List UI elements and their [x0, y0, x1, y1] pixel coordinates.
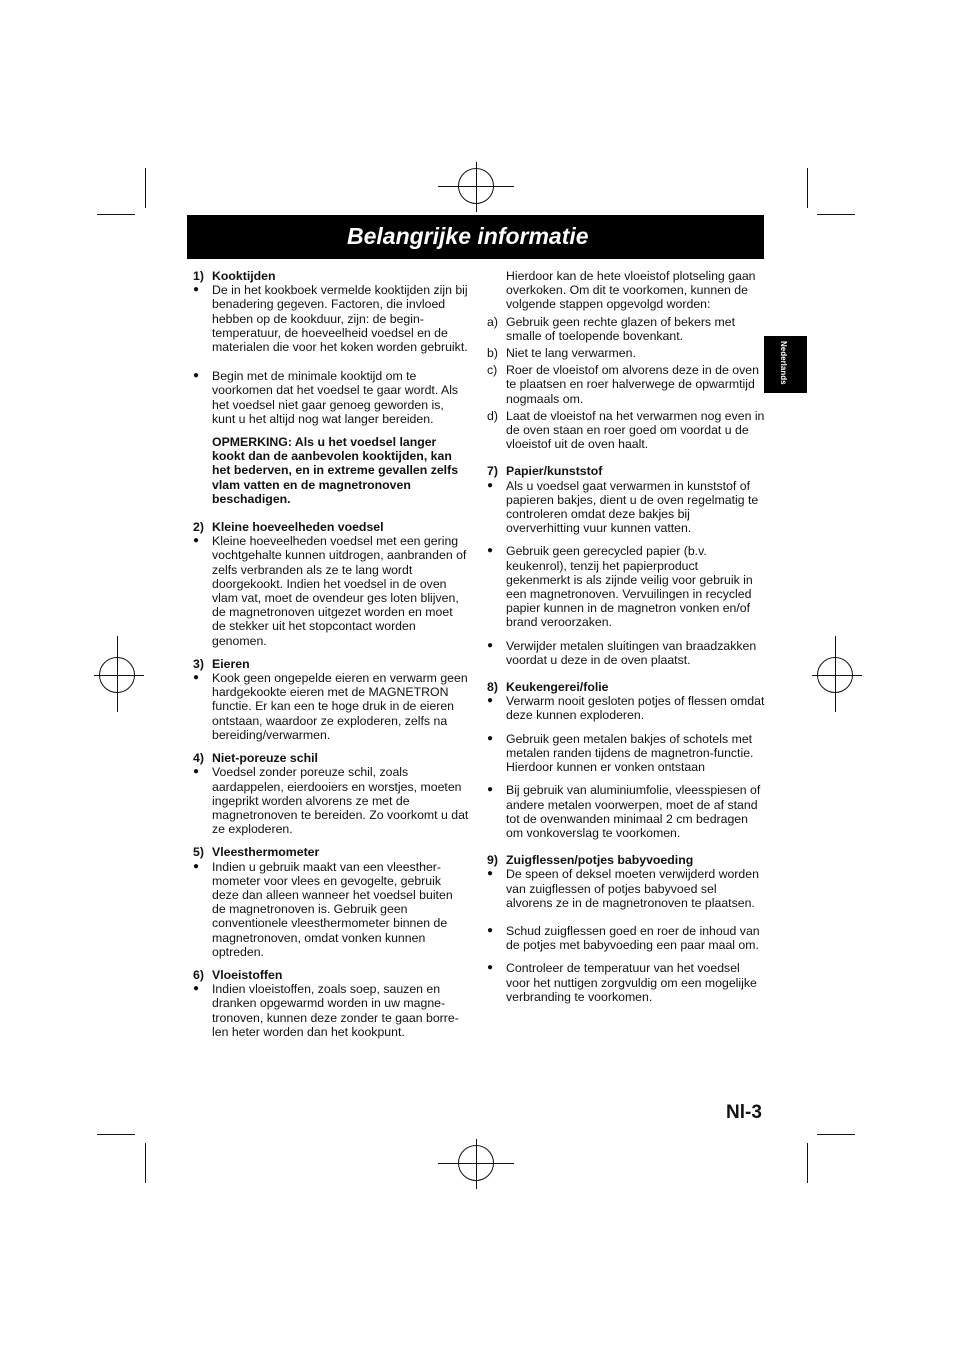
bullet-icon: ●	[487, 639, 494, 651]
warning-note: OPMERKING: Als u het voedsel langer kookt dan de aanbevolen kooktijden, kan het bederven, en in extreme gevallen zelfs vlam vatten en de magnetronoven beschadigen.	[212, 435, 459, 506]
section-number: 2)	[193, 520, 204, 535]
section-eieren	[193, 657, 469, 742]
section-number: 1)	[193, 269, 204, 283]
bullet-icon: ●	[487, 962, 494, 974]
bullet-icon: ●	[193, 370, 200, 382]
crop-mark	[812, 675, 862, 676]
step-item: a) Gebruik geen rechte glazen of bekers met smalle of toelopende bovenkant.	[487, 314, 735, 343]
bullet-icon: ●	[193, 535, 200, 547]
crop-mark	[145, 168, 146, 208]
list-item: ● Als u voedsel gaat verwarmen in kunststof of papieren bakjes, dient u de oven regelmatig te controleren omdat deze bakjes bij oververhitting vuur kunnen vatten.	[487, 478, 759, 536]
list-item: ● Begin met de minimale kooktijd om te voorkomen dat het voedsel te gaar wordt. Als het voedsel niet gaar genoeg geworden is, kunt u het altijd nog wat langer bereiden.	[193, 369, 459, 426]
step-label: a)	[487, 314, 498, 329]
continuation-text: Hierdoor kan de hete vloeistof plotseling gaan overkoken. Om dit te voorkomen, kunnen de volgende stappen opgevolgd worden:	[506, 269, 756, 312]
bullet-icon: ●	[487, 924, 494, 936]
crop-mark	[97, 1134, 135, 1135]
section-number: 5)	[193, 845, 204, 860]
bullet-icon: ●	[487, 545, 494, 557]
list-item: ● Verwijder metalen sluitingen van braadzakken voordat u deze in de oven plaatst.	[487, 638, 757, 667]
bullet-icon: ●	[487, 732, 494, 744]
crop-mark	[476, 1139, 477, 1189]
section-papier-kunststof	[487, 464, 765, 667]
list-item: ● Bij gebruik van aluminiumfolie, vleesspiesen of andere metalen voorwerpen, moet de af stand tot de ovenwanden minimaal 2 cm bedragen om vonkoverslag te voorkomen.	[487, 783, 761, 840]
section-heading: Niet-poreuze schil	[212, 751, 318, 766]
section-heading: Papier/kunststof	[506, 464, 603, 479]
crop-mark	[97, 214, 135, 215]
language-tab	[764, 336, 807, 393]
section-number: 8)	[487, 680, 498, 695]
bullet-icon: ●	[193, 766, 200, 778]
page-title: Belangrijke informatie	[347, 223, 589, 249]
list-item: ● De speen of deksel moeten verwijderd worden van zuigflessen of potjes babyvoed sel alvorens ze in de magnetronoven te plaatsen.	[487, 867, 759, 910]
section-number: 6)	[193, 967, 204, 982]
bullet-icon: ●	[487, 868, 494, 880]
section-zuigflessen	[487, 853, 765, 1004]
section-number: 9)	[487, 853, 498, 868]
section-kooktijden	[193, 269, 469, 506]
crop-mark	[817, 1134, 855, 1135]
step-label: c)	[487, 363, 498, 378]
section-vloeistoffen	[193, 968, 469, 1039]
step-label: b)	[487, 346, 498, 361]
section-vleesthermometer	[193, 845, 469, 959]
list-item: ● Verwarm nooit gesloten potjes of flessen omdat deze kunnen exploderen.	[487, 694, 765, 723]
step-item: b) Niet te lang verwarmen.	[487, 346, 636, 361]
section-niet-poreuze-schil	[193, 751, 469, 836]
list-item: ● Kook geen ongepelde eieren en verwarm geen hardgekookte eieren met de MAGNETRON functie. Er kan een te hoge druk in de eieren ontstaan, waardoor ze exploderen, zelfs na bereiding/verwarmen.	[193, 671, 468, 742]
section-kleine-hoeveelheden	[193, 520, 469, 648]
bullet-icon: ●	[193, 284, 200, 296]
bullet-icon: ●	[193, 860, 200, 872]
list-item: ● Voedsel zonder poreuze schil, zoals aardappelen, eierdooiers en worstjes, moeten ingeprikt worden alvorens ze met de magnetronoven te bereiden. Zo voorkomt u dat ze exploderen.	[193, 765, 469, 837]
crop-mark	[807, 168, 808, 208]
section-keukengerei-folie	[487, 680, 765, 840]
crop-mark	[94, 675, 144, 676]
section-heading: Eieren	[212, 656, 250, 671]
section-heading: Zuigflessen/potjes babyvoeding	[506, 853, 694, 868]
list-item: ● De in het kookboek vermelde kooktijden zijn bij benadering gegeven. Factoren, die invloed hebben op de kookduur, zijn: de begin-temperatuur, de hoeveelheid voedsel en de materialen die voor het koken worden gebruikt.	[193, 283, 468, 355]
step-item: d) Laat de vloeistof na het verwarmen nog even in de oven staan en roer goed om voordat u de vloeistof uit de oven haalt.	[487, 408, 765, 452]
bullet-icon: ●	[193, 983, 200, 995]
section-heading: Kleine hoeveelheden voedsel	[212, 520, 384, 535]
bullet-icon: ●	[193, 672, 200, 684]
step-item: c) Roer de vloeistof om alvorens deze in de oven te plaatsen en roer halverwege de opwarmtijd nogmaals om.	[487, 363, 759, 406]
list-item: ● Gebruik geen metalen bakjes of schotels met metalen randen tijdens de magnetron-functie. Hierdoor kunnen er vonken ontstaan	[487, 731, 754, 775]
list-item: ● Indien u gebruik maakt van een vleesther-mometer voor vlees en gevogelte, gebruik deze dan alleen wanneer het voedsel buiten de magnetronoven is. Gebruik geen conventionele vleesthermometer binnen de magnetronoven, omdat vonken kunnen optreden.	[193, 859, 453, 959]
right-column	[487, 269, 765, 1004]
crop-mark	[807, 1143, 808, 1183]
left-column	[193, 269, 469, 1039]
section-heading: Vleesthermometer	[212, 845, 320, 860]
bullet-icon: ●	[487, 695, 494, 707]
page-number: Nl-3	[726, 1102, 762, 1123]
crop-mark	[835, 636, 836, 712]
bullet-icon: ●	[487, 479, 494, 491]
step-label: d)	[487, 408, 498, 423]
crop-mark	[117, 636, 118, 712]
list-item: ● Kleine hoeveelheden voedsel met een gering vochtgehalte kunnen uitdrogen, aanbranden of zelfs verbranden als ze te lang wordt doorgekookt. Indien het voedsel in de oven vlam vat, moet de ovendeur ges loten blijven, de magnetronoven uitgezet worden en moet de stekker uit het stopcontact worden genomen.	[193, 534, 467, 648]
list-item: ● Indien vloeistoffen, zoals soep, sauzen en dranken opgewarmd worden in uw magne-tronoven, kunnen deze zonder te gaan borre-len heter worden dan het kookpunt.	[193, 982, 459, 1039]
section-heading: Keukengerei/folie	[506, 680, 609, 695]
crop-mark	[476, 162, 477, 212]
crop-mark	[817, 214, 855, 215]
section-number: 4)	[193, 751, 204, 766]
title-bar	[187, 215, 764, 259]
list-item: ● Schud zuigflessen goed en roer de inhoud van de potjes met babyvoeding een paar maal om.	[487, 923, 760, 953]
bullet-icon: ●	[487, 784, 494, 796]
list-item: ● Gebruik geen gerecycled papier (b.v. keukenrol), tenzij het papierproduct gekenmerkt is als zijnde veilig voor gebruik in een magnetronoven. Vervuilingen in recycled papier kunnen in de magnetron vonken en/of brand veroorzaken.	[487, 544, 753, 630]
section-heading: Kooktijden	[212, 269, 276, 283]
section-heading: Vloeistoffen	[212, 967, 283, 982]
list-item: ● Controleer de temperatuur van het voedsel voor het nuttigen zorgvuldig om een mogelijke verbranding te voorkomen.	[487, 961, 757, 1004]
crop-mark	[145, 1143, 146, 1183]
section-number: 3)	[193, 656, 204, 671]
section-number: 7)	[487, 464, 498, 479]
language-tab-label: Nederlands	[779, 341, 788, 385]
